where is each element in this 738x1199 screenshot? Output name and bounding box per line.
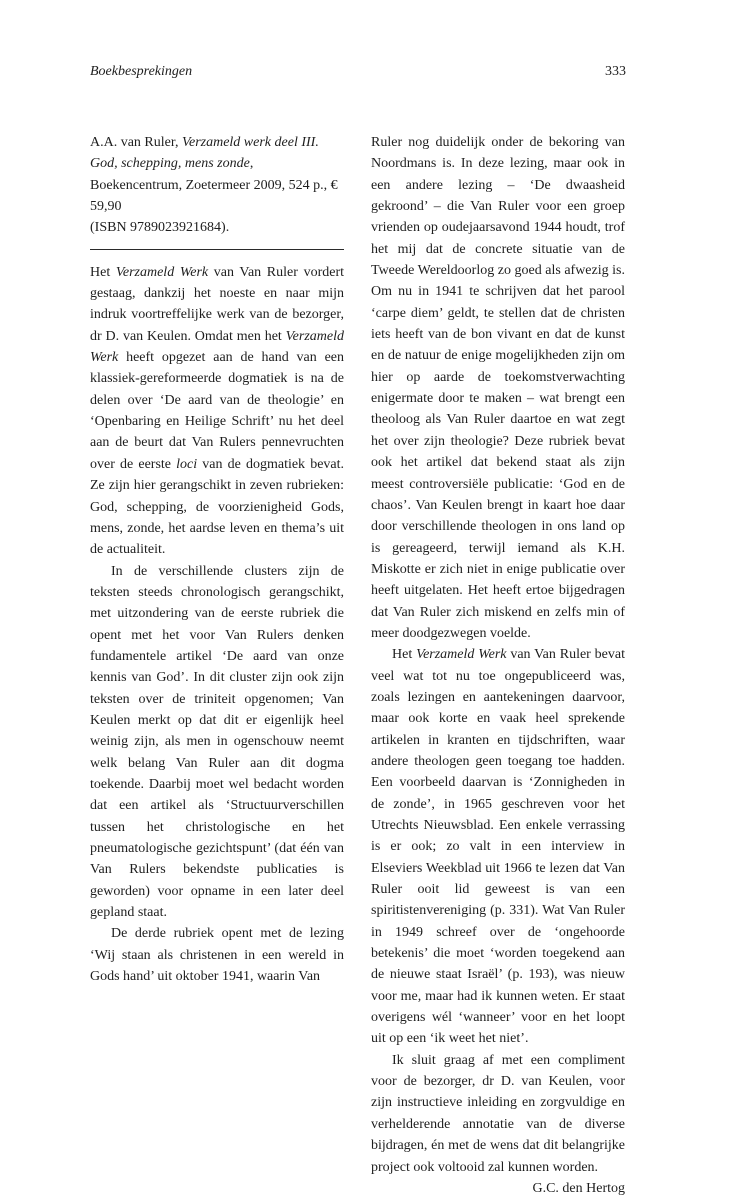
citation-title-line2: God, schepping, mens zonde (90, 156, 250, 172)
p1-italic-loci: loci (176, 456, 198, 472)
paragraph-1 (90, 262, 344, 561)
paragraph-3-continued: Ruler nog duidelijk onder de bekoring van Noordmans is. In deze lezing, maar ook in een andere lezing – ‘De dwaasheid gekroond’ – die Van Ruler voor een groep vrienden op oudejaarsavond 1944 houdt, trof het mij dat de concrete situatie van de Tweede Wereldoorlog zo goed als afwezig is. Om nu in 1941 te schrijven dat het parool ‘carpe diem’ geldt, te stellen dat de christen iets heeft van de bon vivant en dat de kunst en de natuur de enige mogelijkheden zijn om hier op aarde de toekomstverwachting enigermate door te maken – wat brengt een theoloog als Van Ruler daartoe en wat zegt het over zijn theologie? Deze rubriek bevat ook het artikel dat bekend staat als zijn meest controversiële publicatie: ‘God en de chaos’. Van Keulen brengt in kaart hoe daar door verschillende theologen in ons land op is gereageerd, terwijl iemand als K.H. Miskotte er zich niet in enige publicatie over heeft uitgelaten. Het heeft ertoe bijgedragen dat Van Ruler zich miskend en zelfs min of meer doodgezwegen voelde. (371, 135, 625, 641)
citation-details: , Boekencentrum, Zoetermeer 2009, 524 p., € 59,90 (90, 156, 338, 215)
p1-text-g: van de dogmatiek bevat. Ze zijn hier gerangschikt in zeven rubrieken: God, schepping, de voorzienigheid Gods, mens, zonde, het aardse leven en thema’s uit de actualiteit. (90, 456, 345, 558)
p1-italic-title-1: Verzameld Werk (115, 264, 209, 280)
paragraph-3: De derde rubriek opent met de lezing ‘Wij staan als christenen in een wereld in Gods hand’ uit oktober 1941, waarin Van (90, 926, 344, 985)
paragraph-2: In de verschillende clusters zijn de teksten steeds chronologisch gerangschikt, met uitzondering van de eerste rubriek die opent met het voor Van Rulers denken fundamentele artikel ‘De aard van onze kennis van God’. In dit cluster zijn ook zijn teksten over de triniteit opgenomen; Van Keulen merkt op dat dit er eigenlijk heel weinig zijn, als men in ogenschouw neemt welk belang Van Ruler aan dit dogma toekende. Daarbij moet wel bedacht worden dat een artikel als ‘Structuurverschillen tussen het christologische en het pneumatologische gezichtspunt’ (dat één van Van Rulers bekendste publicaties is geworden) voor opname in een later deel gepland staat. (90, 563, 344, 921)
paragraph-4 (371, 644, 625, 1050)
citation-divider (90, 249, 344, 250)
left-column (90, 132, 344, 987)
citation-isbn: (ISBN 9789023921684). (90, 220, 230, 236)
p1-text-c: van Van Ruler vordert gestaag, dankzij het noeste en naar mijn indruk voortreffelijke werk van de bezorger, dr D. van Keulen. Omdat men het (90, 264, 344, 344)
p4-text-c: van Van Ruler bevat veel wat tot nu toe ongepubliceerd was, zoals lezingen en aantekeningen daarvoor, maar ook korte en vaak heel sprekende artikelen in kranten en tijdschriften, waar andere theologen geen toegang toe hadden. Een voorbeeld daarvan is ‘Zonnigheden in de zonde’, in 1965 geschreven voor het Utrechts Nieuwsblad. Een enkele verrassing is er ook; zo valt in een interview in Elseviers Weekblad uit 1966 te lezen dat Van Ruler ooit lid geweest is van een spiritistenvereniging (p. 331). Wat Van Ruler in 1949 schreef over de ‘ongehoorde betekenis’ die moet ‘worden toegekend aan de nieuwe staat Israël’ (p. 193), was nieuw voor me, maar had ik kunnen weten. Er staat overigens wél ‘wanneer’ voor en het loopt uit op een ‘ik weet het niet’. (371, 647, 626, 1047)
reviewer-signature: G.C. den Hertog (532, 1180, 625, 1196)
citation-author: A.A. van Ruler, (90, 135, 182, 150)
p1-italic-title-2: Verzameld Werk (90, 328, 344, 366)
p1-text-a: Het (90, 264, 116, 280)
page-number: 333 (605, 64, 626, 79)
right-column (371, 132, 625, 1199)
book-citation (90, 132, 344, 239)
p4-text-a: Het (392, 647, 417, 663)
paragraph-5: Ik sluit graag af met een compliment voor de bezorger, dr D. van Keulen, voor zijn instructieve inleiding en zorgvuldige en verhelderende annotatie van de diverse bijdragen, én met de wens dat dit belangrijke project ook voltooid zal kunnen worden. (371, 1052, 625, 1175)
p1-text-e: heeft opgezet aan de hand van een klassiek-gereformeerde dogmatiek is na de delen over ‘De aard van de theologie’ en ‘Openbaring en Heilige Schrift’ nu het deel aan de beurt dat Van Rulers pennevruchten over de eerste (90, 350, 344, 472)
section-title: Boekbesprekingen (90, 64, 193, 79)
p4-italic-title: Verzameld Werk (416, 647, 507, 663)
citation-title-line1: Verzameld werk deel III. (181, 135, 319, 150)
